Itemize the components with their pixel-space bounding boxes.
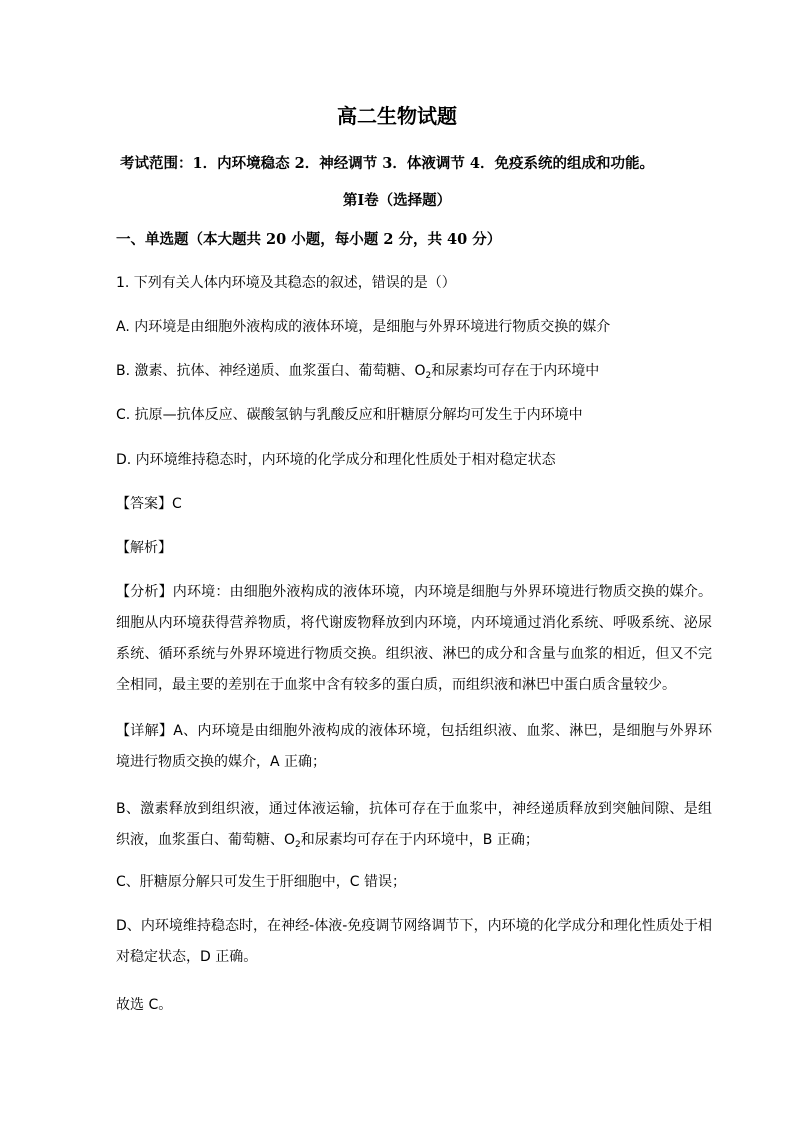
exam-scope: 考试范围：1．内环境稳态 2．神经调节 3．体液调节 4．免疫系统的组成和功能。 (120, 155, 654, 172)
option-a: A. 内环境是由细胞外液构成的液体环境，是细胞与外界环境进行物质交换的媒介 (116, 319, 611, 335)
detail-b-paragraph (116, 794, 712, 856)
answer-line: 【答案】C (116, 496, 182, 512)
page-title: 高二生物试题 (337, 104, 457, 128)
section-heading: 一、单选题（本大题共 20 小题，每小题 2 分，共 40 分） (116, 231, 502, 248)
analysis-label: 【解析】 (116, 540, 172, 556)
detail-b-text: B、激素释放到组织液，通过体液运输，抗体可存在于血浆中，神经递质释放到突触间隙、是组织液，血浆蛋白、葡萄糖、O (116, 801, 712, 848)
detail-c-line: C、肝糖原分解只可发生于肝细胞中，C 错误； (116, 874, 406, 890)
conclusion-line: 故选 C。 (116, 997, 173, 1013)
option-d: D. 内环境维持稳态时，内环境的化学成分和理化性质处于相对稳定状态 (116, 452, 556, 468)
detail-d-paragraph: D、内环境维持稳态时，在神经-体液-免疫调节网络调节下，内环境的化学成分和理化性质处于相对稳定状态，D 正确。 (116, 918, 712, 965)
option-b-text-end: 和尿素均可存在于内环境中 (431, 363, 600, 379)
volume-heading: 第Ⅰ卷（选择题） (342, 192, 452, 209)
option-b-subscript: 2 (425, 371, 432, 381)
analysis-paragraph: 【分析】内环境：由细胞外液构成的液体环境，内环境是细胞与外界环境进行物质交换的媒介。细胞从内环境获得营养物质，将代谢废物释放到内环境，内环境通过消化系统、呼吸系统、泌尿系统、循环系统与外界环境进行物质交换。组织液、淋巴的成分和含量与血浆的相近，但又不完全相同，最主要的差别在于血浆中含有较多的蛋白质，而组织液和淋巴中蛋白质含量较少。 (116, 584, 712, 693)
detail-b-subscript: 2 (295, 840, 301, 850)
question-stem: 1. 下列有关人体内环境及其稳态的叙述，错误的是（） (116, 275, 456, 291)
detail-a-paragraph: 【详解】A、内环境是由细胞外液构成的液体环境，包括组织液、血浆、淋巴，是细胞与外界环境进行物质交换的媒介，A 正确； (116, 723, 712, 770)
option-c: C. 抗原—抗体反应、碳酸氢钠与乳酸反应和肝糖原分解均可发生于内环境中 (116, 407, 583, 423)
detail-b-text-end: 和尿素均可存在于内环境中，B 正确； (300, 832, 539, 848)
option-b (116, 361, 599, 381)
option-b-text: B. 激素、抗体、神经递质、血浆蛋白、葡萄糖、O (116, 363, 426, 379)
